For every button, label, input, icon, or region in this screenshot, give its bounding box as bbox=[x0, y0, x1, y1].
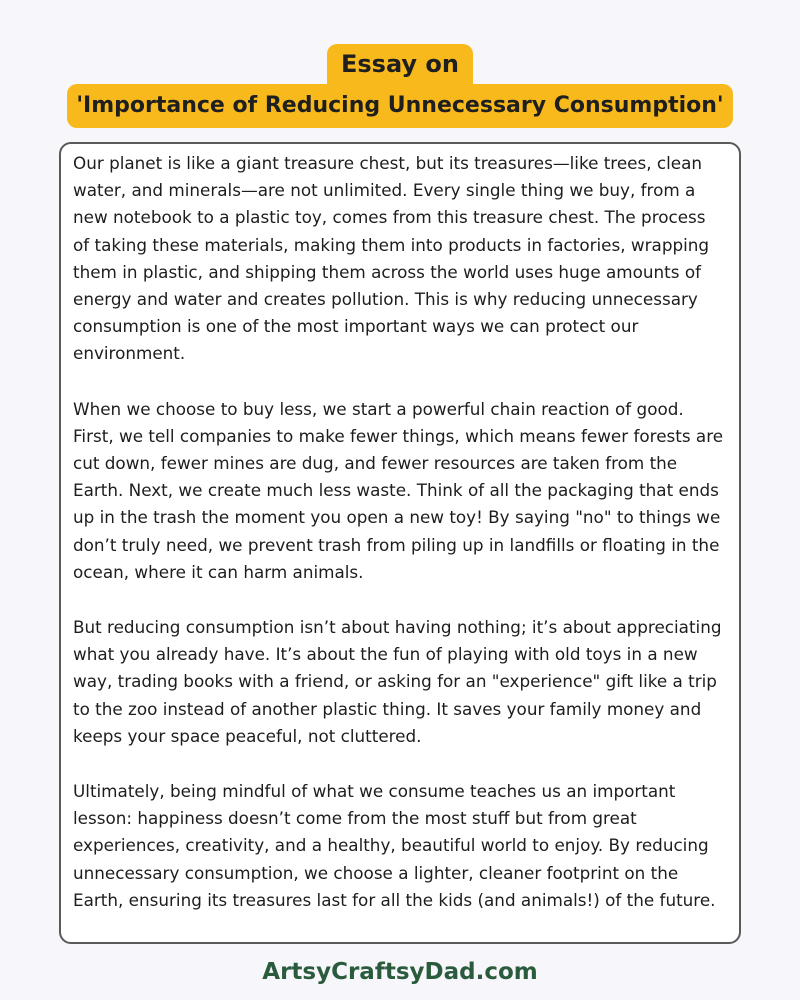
essay-title: 'Importance of Reducing Unnecessary Consumption' bbox=[67, 84, 733, 128]
essay-paragraph-1: Our planet is like a giant treasure chest, but its treasures—like trees, clean water, and minerals—are not unlimited. Every single thing we buy, from a new notebook to a plastic toy, comes from this treasure chest. The process of taking these materials, making them into products in factories, wrapping them in plastic, and shipping them across the world uses huge amounts of energy and water and creates pollution. This is why reducing unnecessary consumption is one of the most important ways we can protect our environment. bbox=[73, 153, 710, 364]
essay-paragraph-3: But reducing consumption isn’t about having nothing; it’s about appreciating what you already have. It’s about the fun of playing with old toys in a new way, trading books with a friend, or asking for an "experience" gift like a trip to the zoo instead of another plastic thing. It saves your family money and keeps your space peaceful, not cluttered. bbox=[73, 617, 722, 746]
title-banner bbox=[0, 44, 800, 128]
title-line-essay-on: Essay on bbox=[327, 44, 473, 84]
essay-paragraph-2: When we choose to buy less, we start a powerful chain reaction of good. First, we tell companies to make fewer things, which means fewer forests are cut down, fewer mines are dug, and fewer resources are taken from the Earth. Next, we create much less waste. Think of all the packaging that ends up in the trash the moment you open a new toy! By saying "no" to things we don’t truly need, we prevent trash from piling up in landfills or floating in the ocean, where it can harm animals. bbox=[73, 398, 724, 582]
essay-body-box bbox=[59, 142, 741, 944]
site-footer-credit: ArtsyCraftsyDad.com bbox=[262, 959, 538, 985]
essay-paragraph-4: Ultimately, being mindful of what we consume teaches us an important lesson: happiness doesn’t come from the most stuff but from great experiences, creativity, and a healthy, beautiful world to enjoy. By reducing unnecessary consumption, we choose a lighter, cleaner footprint on the Earth, ensuring its treasures last for all the kids (and animals!) of the future. bbox=[73, 781, 716, 910]
